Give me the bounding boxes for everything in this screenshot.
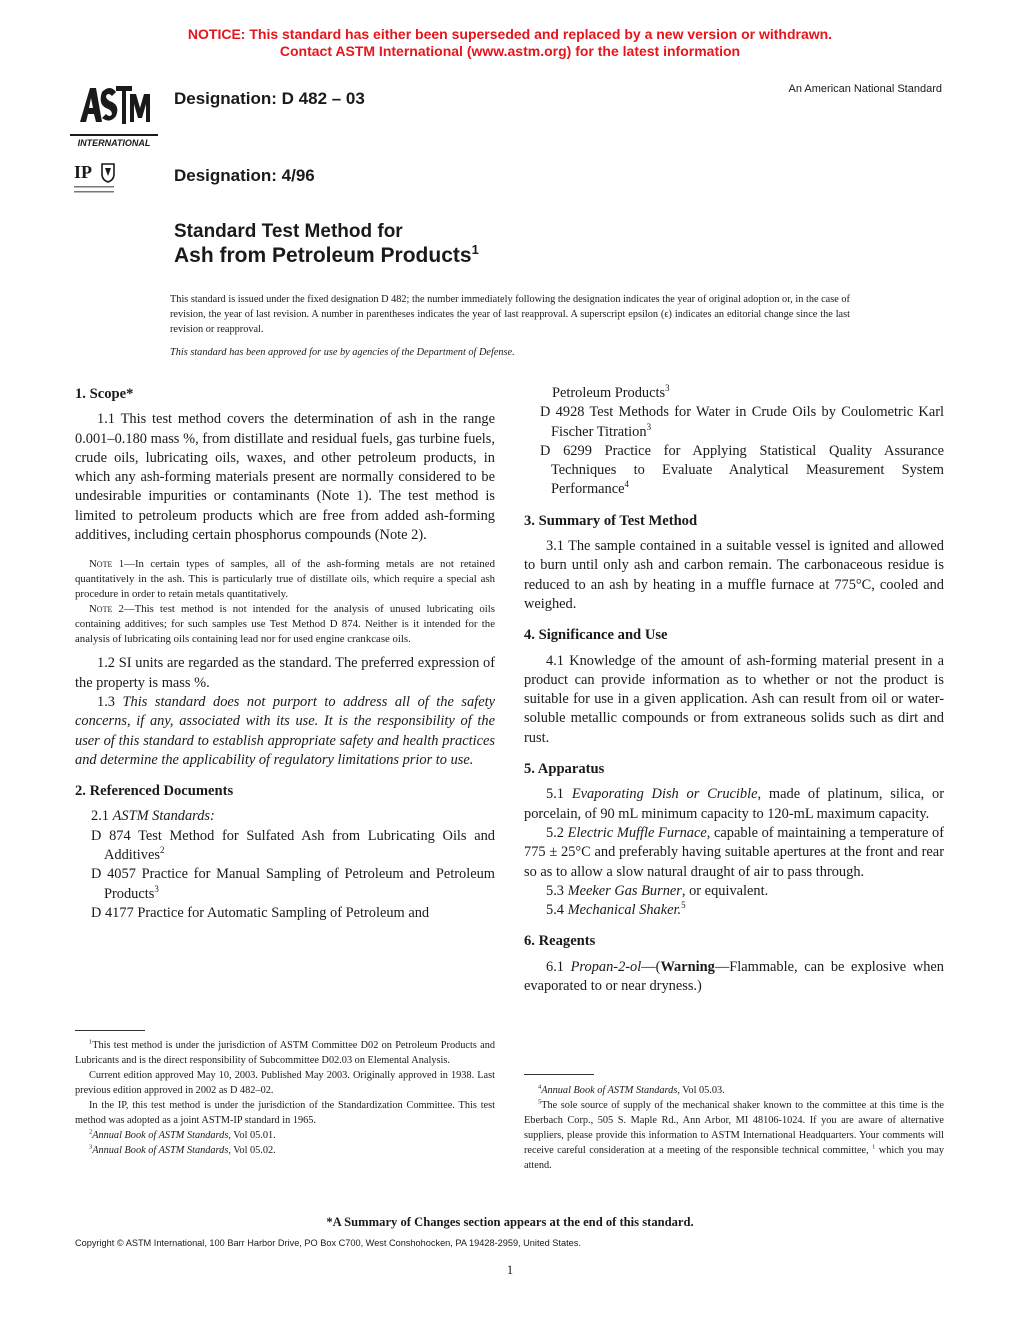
reference-d4177-end-text: Petroleum Products: [552, 385, 666, 401]
title-line-2: [174, 244, 479, 268]
paragraph-6-1-dash: —(: [641, 958, 661, 975]
reference-d4057-footnote: 3: [154, 883, 159, 894]
footnote-1: [75, 1038, 495, 1068]
note-1-label: Note 1: [89, 558, 125, 571]
section-5-heading: 5. Apparatus: [524, 761, 605, 778]
left-footnote-rule: [75, 1030, 145, 1031]
astm-logo: [66, 80, 162, 150]
paragraph-2-1-title: ASTM Standards:: [112, 808, 215, 825]
note-1-text: —In certain types of samples, all of the ash-forming metals are not retained quantitatively in the ash. This is particularly true of distillate oils, which require a special ash procedure in order to retain metals quantitatively.: [75, 558, 496, 601]
paragraph-1-3: [75, 693, 495, 770]
footnote-3-title: Annual Book of ASTM Standards: [92, 1145, 229, 1156]
paragraph-5-3-text: , or equivalent.: [681, 882, 769, 899]
reference-d4928: [524, 403, 944, 442]
paragraph-3-1: 3.1 The sample contained in a suitable vessel is ignited and allowed to burn until only ash and carbon remain. The carbonaceous residue is reduced to an ash by heating in a muffle furnace at 775°C, cooled and weighed.: [524, 538, 944, 612]
paragraph-6-1-term: Propan-2-ol: [570, 958, 642, 975]
reference-d874-text: D 874 Test Method for Sulfated Ash from Lubricating Oils and Additives: [91, 827, 495, 864]
paragraph-5-1-text: , made of platinum, silica, or porcelain, of 90 mL minimum capacity to 120-mL maximum capacity.: [524, 786, 944, 822]
footnote-1-text: This test method is under the jurisdiction of ASTM Committee D02 on Petroleum Products and Lubricants and is the direct responsibility of Subcommittee D02.03 on Elemental Analysis.: [75, 1040, 495, 1066]
paragraph-5-3: [524, 882, 944, 901]
note-2-text: —This test method is not intended for the analysis of unused lubricating oils containing additives; for such samples use Test Method D 874. Neither is it intended for the analysis of lubricating oils containing lead nor for used engine crankcase oils.: [75, 603, 495, 646]
footnote-2-volume: , Vol 05.01.: [228, 1130, 276, 1141]
reference-d874-footnote: 2: [159, 845, 165, 856]
reference-d4057: [75, 865, 495, 904]
footnote-3-volume: , Vol 05.02.: [228, 1145, 276, 1156]
note-2: [75, 602, 495, 647]
reference-d4177-footnote: 3: [665, 383, 670, 394]
paragraph-5-4-term: Mechanical Shaker.: [567, 902, 682, 919]
right-column: [524, 384, 944, 996]
title-footnote-mark: 1: [471, 242, 479, 257]
paragraph-5-2-text: , capable of maintaining a temperature of 775 ± 25°C and preferably having suitable apertures at the front and rear so as to allow a slow natural draught of air to pass through.: [524, 824, 944, 880]
footnote-2-title: Annual Book of ASTM Standards: [92, 1130, 229, 1141]
paragraph-5-4-footnote: 5: [681, 900, 686, 911]
footnote-5-text: The sole source of supply of the mechanical shaker known to the committee at this time is the Eberbach Corp., 505 S. Maple Rd., Ann Arbor, MI 48106-1024. If you are aware of alternative suppliers, please provide this information to ASTM International Headquarters. Your comments will receive careful consideration at a meeting of the responsible technical committee,: [524, 1100, 944, 1156]
paragraph-1-1: 1.1 This test method covers the determination of ash in the range 0.001–0.180 mass %, from distillate and residual fuels, gas turbine fuels, crude oils, lubricating oils, waxes, and other petroleum products, in which any ash-forming materials present are normally considered to be undesirable impurities or contaminants (Note 1). The test method is limited to petroleum products which are free from added ash-forming additives, including certain phosphorus compounds (Note 2).: [75, 411, 495, 544]
footnote-5-mark: 5: [538, 1098, 542, 1106]
reference-d4928-footnote: 3: [646, 421, 652, 432]
footnote-4-title: Annual Book of ASTM Standards: [541, 1085, 678, 1096]
paragraph-5-1-number: 5.1: [546, 786, 564, 803]
footnote-5-end: which you may attend.: [524, 1145, 944, 1171]
paragraph-6-1-warning: Warning: [660, 958, 715, 975]
footnote-current-edition: Current edition approved May 10, 2003. Published May 2003. Originally approved in 1938. Last previous edition approved in 2002 as D 482–02.: [75, 1070, 495, 1096]
ip-designation: Designation: 4/96: [174, 166, 315, 185]
american-national-standard-label: An American National Standard: [788, 83, 942, 95]
paragraph-5-1-term: Evaporating Dish or Crucible: [571, 786, 758, 803]
footnote-2: [75, 1128, 495, 1143]
paragraph-5-2-number: 5.2: [546, 824, 564, 841]
reference-d6299: [524, 442, 944, 500]
footnote-1-mark: 1: [89, 1038, 93, 1046]
footnote-5-inline-mark: 1: [872, 1143, 876, 1151]
note-1: [75, 557, 495, 602]
reference-d874: [75, 827, 495, 866]
paragraph-6-1: [524, 958, 944, 997]
footnote-2-mark: 2: [89, 1128, 93, 1136]
ip-logo-text: IP: [74, 162, 92, 182]
astm-logo-wordmark: INTERNATIONAL: [77, 138, 151, 148]
paragraph-6-1-number: 6.1: [546, 958, 564, 975]
left-column: [75, 385, 495, 923]
reference-d4928-text: D 4928 Test Methods for Water in Crude Oils by Coulometric Karl Fischer Titration: [540, 404, 944, 440]
paragraph-1-2: 1.2 SI units are regarded as the standard. The preferred expression of the property is mass %.: [75, 655, 495, 691]
paragraph-5-1: [524, 785, 944, 824]
paragraph-5-4: [524, 901, 944, 920]
paragraph-5-2-term: Electric Muffle Furnace: [567, 824, 707, 841]
reference-d4177-continued: [524, 384, 944, 403]
withdrawal-notice: [0, 26, 1020, 60]
right-footnotes: [524, 1083, 944, 1173]
paragraph-5-4-number: 5.4: [546, 902, 564, 919]
footnote-4: [524, 1083, 944, 1098]
paragraph-5-2: [524, 824, 944, 882]
footnote-3: [75, 1143, 495, 1158]
document-title: [174, 220, 479, 268]
footnote-3-mark: 3: [89, 1143, 93, 1151]
paragraph-5-3-number: 5.3: [546, 882, 564, 899]
footnote-5: [524, 1098, 944, 1173]
astm-designation: Designation: D 482 – 03: [174, 89, 365, 108]
section-1-heading: 1. Scope*: [75, 386, 134, 402]
paragraph-5-3-term: Meeker Gas Burner: [567, 882, 682, 899]
section-3-heading: 3. Summary of Test Method: [524, 512, 698, 529]
section-2-heading: 2. Referenced Documents: [75, 783, 234, 800]
right-footnote-rule: [524, 1074, 594, 1075]
title-line-1: Standard Test Method for: [174, 221, 403, 242]
ip-logo: [74, 160, 124, 200]
reference-d6299-text: D 6299 Practice for Applying Statistical Quality Assurance Techniques to Evaluate Analytical Measurement System Performance: [540, 442, 944, 498]
notice-line-2: Contact ASTM International (www.astm.org) for the latest information: [279, 43, 741, 59]
dod-approval-statement: This standard has been approved for use by agencies of the Department of Defense.: [170, 347, 515, 358]
reference-d4057-text: D 4057 Practice for Manual Sampling of Petroleum and Petroleum Products: [91, 866, 495, 902]
paragraph-1-3-text: This standard does not purport to address all of the safety concerns, if any, associated with its use. It is the responsibility of the user of this standard to establish appropriate safety and health practices and determine the applicability of regulatory limitations prior to use.: [75, 693, 495, 768]
footnote-4-mark: 4: [538, 1083, 542, 1091]
paragraph-2-1-number: 2.1: [91, 808, 109, 825]
footnote-4-volume: , Vol 05.03.: [677, 1085, 725, 1096]
notice-line-1: NOTICE: This standard has either been superseded and replaced by a new version or withdrawn.: [187, 26, 833, 42]
issue-statement: This standard is issued under the fixed designation D 482; the number immediately following the designation indicates the year of original adoption or, in the case of revision, the year of last revision. A number in parentheses indicates the year of last reapproval. A superscript epsilon (ϵ) indicates an editorial change since the last revision or reapproval.: [170, 294, 850, 335]
copyright-notice: Copyright © ASTM International, 100 Barr Harbor Drive, PO Box C700, West Conshohocken, PA 19428-2959, United States.: [75, 1238, 581, 1248]
paragraph-4-1: 4.1 Knowledge of the amount of ash-forming material present in a product can provide information as to whether or not the product is suitable for use in a given application. Ash can result from oil or water-soluble metallic compounds or from extraneous solids such as dirt and rust.: [524, 652, 944, 746]
reference-d4177-start: D 4177 Practice for Automatic Sampling of Petroleum and: [91, 904, 430, 921]
footnote-ip-jurisdiction: In the IP, this test method is under the jurisdiction of the Standardization Committee. This test method was adopted as a joint ASTM-IP standard in 1965.: [75, 1100, 495, 1126]
summary-of-changes-note: *A Summary of Changes section appears at the end of this standard.: [326, 1215, 694, 1229]
section-4-heading: 4. Significance and Use: [524, 627, 668, 644]
title-line-2-text: Ash from Petroleum Products: [174, 244, 472, 267]
reference-d6299-footnote: 4: [624, 479, 629, 490]
paragraph-6-1-text: —Flammable, can be explosive when evaporated to or near dryness.): [524, 958, 944, 995]
paragraph-2-1: [75, 807, 495, 826]
left-footnotes: [75, 1038, 495, 1158]
section-6-heading: 6. Reagents: [524, 933, 596, 950]
note-2-label: Note 2: [89, 603, 124, 616]
page-number: 1: [506, 1263, 514, 1277]
paragraph-1-3-number: 1.3: [97, 693, 115, 710]
